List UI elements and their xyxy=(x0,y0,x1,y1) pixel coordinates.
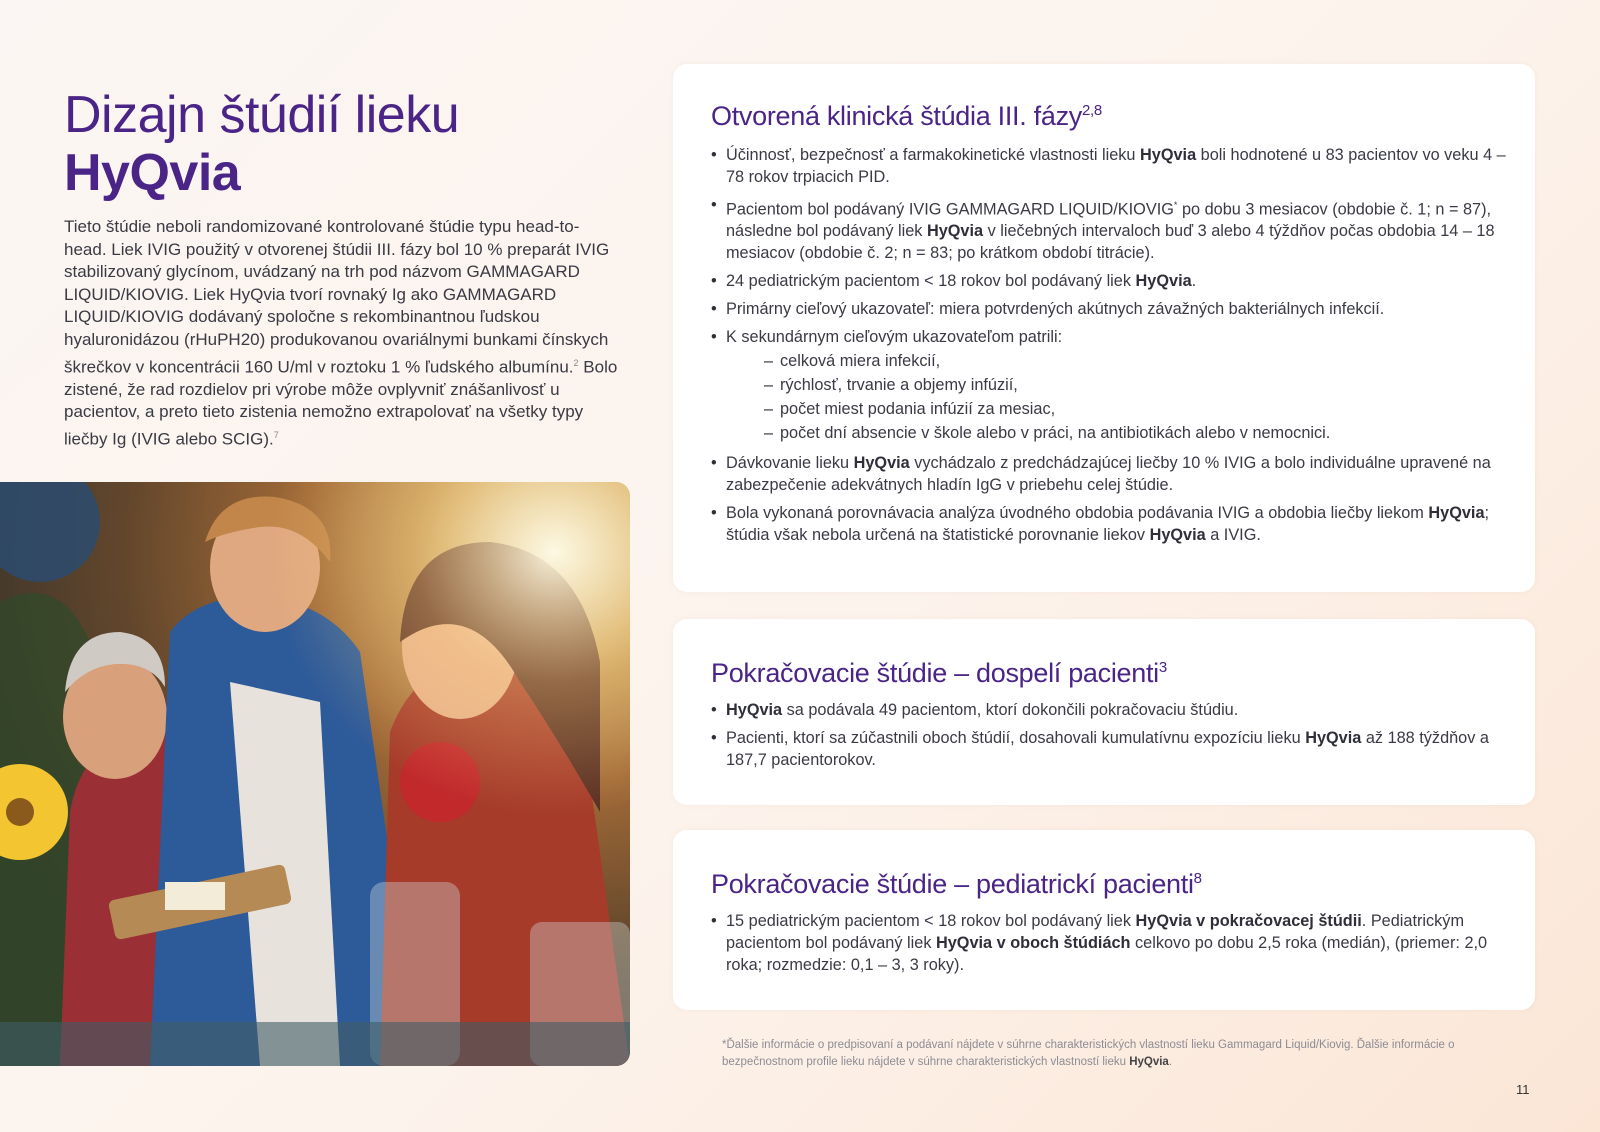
list-item: • 24 pediatrickým pacientom < 18 rokov bol podávaný liek HyQvia. xyxy=(711,270,1511,292)
list-item: • Bola vykonaná porovnávacia analýza úvodného obdobia podávania IVIG a obdobia liečby liekom HyQvia; štúdia však nebola určená na štatistické porovnanie liekov HyQvia a IVIG. xyxy=(711,502,1511,546)
intro-text-2: Bolo zistené, že rad rozdielov pri výrobe môže ovplyvniť znášanlivosť u pacientov, a preto tieto zistenia nemožno extrapolovať na všetky typy liečby Ig (IVIG alebo SCIG). xyxy=(64,357,618,449)
sub-list-item: – počet miest podania infúzií za mesiac, xyxy=(711,398,1511,420)
phase3-study-title: Otvorená klinická štúdia III. fázy$^{2,8}$ xyxy=(711,101,1102,131)
footnote: *Ďalšie informácie o predpisovaní a podávaní nájdete v súhrne charakteristických vlastností lieku Gammagard Liquid/Kiovig. Ďalšie informácie o bezpečnostnom profile lieku nájdete v súhrne charakteristických vlastností lieku HyQvia. xyxy=(722,1039,1455,1068)
list-item: • Dávkovanie lieku HyQvia vychádzalo z predchádzajúcej liečby 10 % IVIG a bolo individuálne upravené na zabezpečenie adekvátnych hladín IgG v priebehu celej štúdie. xyxy=(711,452,1511,496)
list-item: • HyQvia sa podávala 49 pacientom, ktorí dokončili pokračovaciu štúdiu. xyxy=(711,699,1511,721)
page-number: 11 xyxy=(1516,1082,1530,1097)
intro-ref: 7 xyxy=(273,430,279,440)
title-ref: 3 xyxy=(1158,659,1167,676)
list-item: • K sekundárnym cieľovým ukazovateľom patrili: xyxy=(711,326,1511,348)
sub-list-item: – počet dní absencie v škole alebo v práci, na antibiotikách alebo v nemocnici. xyxy=(711,422,1511,444)
list-item: • Pacienti, ktorí sa zúčastnili oboch štúdií, dosahovali kumulatívnu expozíciu lieku HyQvia až 188 týždňov a 187,7 pacientorokov. xyxy=(711,727,1511,771)
title-ref: 8 xyxy=(1193,870,1202,887)
pediatric-bullet-list xyxy=(711,910,1511,982)
sub-list-item: – rýchlosť, trvanie a objemy infúzií, xyxy=(711,374,1511,396)
pediatric-extension-card xyxy=(673,830,1535,1010)
adult-extension-card xyxy=(673,619,1535,805)
adult-extension-title: Pokračovacie štúdie – dospelí pacienti$^3$ xyxy=(711,658,1167,688)
list-item: • 15 pediatrickým pacientom < 18 rokov bol podávaný liek HyQvia v pokračovacej štúdii. Pediatrickým pacientom bol podávaný liek HyQvia v oboch štúdiách celkovo po dobu 2,5 roka (medián), (priemer: 2,0 roka; rozmedzie: 0,1 – 3, 3 roky). xyxy=(711,910,1511,976)
title-brand: HyQvia xyxy=(64,144,241,202)
phase3-bullet-list xyxy=(711,144,1511,552)
list-item: • Primárny cieľový ukazovateľ: miera potvrdených akútnych závažných bakteriálnych infekcií. xyxy=(711,298,1511,320)
list-item: • Účinnosť, bezpečnosť a farmakokinetické vlastnosti lieku HyQvia boli hodnotené u 83 pacientov vo veku 4 – 78 rokov trpiacich PID. xyxy=(711,144,1511,188)
phase3-study-card xyxy=(673,64,1535,592)
sub-list-item: – celková miera infekcií, xyxy=(711,350,1511,372)
intro-ref: 2 xyxy=(573,357,579,368)
intro-text: Tieto štúdie neboli randomizované kontrolované štúdie typu head-to-head. Liek IVIG použitý v otvorenej štúdii III. fázy bol 10 % preparát IVIG stabilizovaný glycínom, uvádzaný na trh pod názvom GAMMAGARD LIQUID/KIOVIG. Liek HyQvia tvorí rovnaký Ig ako GAMMAGARD LIQUID/KIOVIG dodávaný spoločne s rekombinantnou ľudskou hyaluronidázou (rHuPH20) produkovanou ovariálnymi bunkami čínskych škrečkov v koncentrácii 160 U/ml v roztoku 1 % ľudského albumínu. xyxy=(64,217,610,377)
pediatric-extension-title: Pokračovacie štúdie – pediatrickí pacienti$^8$ xyxy=(711,869,1202,899)
list-item: • Pacientom bol podávaný IVIG GAMMAGARD LIQUID/KIOVIG* po dobu 3 mesiacov (obdobie č. 1; n = 87), následne bol podávaný liek HyQvia v liečebných intervaloch buď 3 alebo 4 týždňov počas obdobia 14 – 18 mesiacov (obdobie č. 2; n = 83; po krátkom období titrácie). xyxy=(711,194,1511,264)
page-title xyxy=(64,86,624,202)
family-photo-illustration xyxy=(0,482,630,1066)
intro-paragraph xyxy=(64,216,620,451)
family-photo xyxy=(0,482,630,1066)
title-ref: 2,8 xyxy=(1081,102,1102,119)
adult-bullet-list xyxy=(711,699,1511,777)
title-line1: Dizajn štúdií lieku xyxy=(64,86,460,144)
